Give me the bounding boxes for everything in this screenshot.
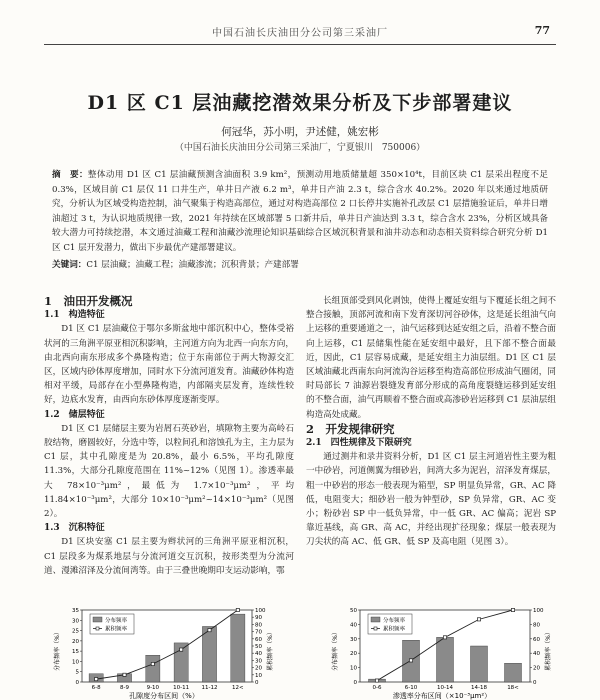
cumulative-point [123, 673, 126, 676]
header-rule [44, 44, 556, 45]
keywords-label: 关键词： [52, 260, 87, 270]
cumulative-point [409, 659, 412, 662]
subsection-heading-1-1: 1.1 构造特征 [44, 310, 105, 321]
section-heading-1: 1 油田开发概况 [44, 294, 133, 308]
x-tick-label: 8-9 [120, 685, 129, 691]
permeability-chart [330, 606, 555, 700]
y2-tick-label: 90 [255, 615, 262, 622]
legend-bar-swatch [371, 617, 380, 622]
porosity-chart [52, 606, 277, 700]
bar [505, 663, 522, 682]
figure-porosity [52, 606, 277, 700]
y2-tick-label: 50 [255, 644, 262, 650]
y2-tick-label: 20 [533, 665, 540, 672]
x-tick-label: 12< [232, 685, 244, 691]
paragraph-continued: 长组顶部受到风化剥蚀，使得上覆延安组与下覆延长组之间不整合接触，顶部河流和南下发育深切河谷砂体，这是延长组油气向上运移的重要通道之一，油气运移到达延安组之后，沿着不整合面向上运移，C1 层储集性能在延安组中最好，且下部不整合面最近，因此，C1 层容易成藏，是延安组主力油层组。D1 区 C1 层区域油藏北西南东向河流沟谷运移至构造高部位形成油气圈闭，同时局部长 7 油源岩裂缝发育部分形成的高角度裂缝运移到延安组的不整合面，油气再顺着不整合面或高渗砂岩运移到 C1 层油层组构造高处成藏。 [306, 296, 556, 420]
x-tick-label: 10-14 [437, 685, 453, 691]
legend-bar-swatch [93, 617, 102, 622]
journal-name: 中国石油长庆油田分公司第三采油厂 [212, 28, 388, 39]
paragraph-structure: D1 区 C1 层油藏位于鄂尔多斯盆地中部沉积中心，整体受裕状河的三角洲平原亚相沉积影响，主河道方向为北西一向东方向，由北西向南东形成多个鼻隆构造；位于东南部位于两大物源交汇区，区域内砂体厚度增加，同时水下分流河道发育。油藏砂体构造相对平缓，局部存在小型鼻隆构造，内部隔夹层发育，连续性较好，边底水发育，由西向东砂体厚度逐渐变厚。 [44, 324, 294, 406]
x-tick-label: 9-10 [146, 685, 160, 691]
y-axis-label: 分布频率（%） [332, 629, 339, 671]
bar [202, 626, 216, 682]
legend-bar-label: 分布频率 [383, 618, 406, 624]
paragraph-logging: 通过测井和录井资料分析，D1 区 C1 层主河道岩性主要为粗一中砂岩，河道侧翼为细砂岩，间湾大多为泥岩，沼泽发育煤层，粗一中砂岩的形态一般表现为箱型，SP 明显负异常，GR、AC 降低，电阻变大；细砂岩一般为钟型砂，SP 负异常，GR、AC 变小；粉砂岩 SP 中一低负异常，中一低 GR、AC 偏高；泥岩 SP 靠近基线，高 GR、高 AC，并经出现扩径现象；煤层一般表现为刀尖状的高 AC、低 GR、低 SP 及高电阻（见图 3）。 [306, 452, 556, 548]
y2-axis-label: 累积频率（%） [545, 629, 552, 671]
y-tick-label: 35 [72, 608, 79, 614]
x-tick-label: 0-6 [372, 685, 382, 691]
abstract [52, 168, 548, 256]
legend-line-marker [374, 627, 377, 630]
y-tick-label: 50 [350, 608, 357, 614]
subsection-heading-2-1: 2.1 四性规律及下限研究 [306, 438, 412, 449]
x-axis-label: 孔隙度分布区间（%） [129, 692, 199, 700]
page-number: 77 [534, 24, 550, 37]
abstract-text: 整体动用 D1 区 C1 层油藏预测含油面积 3.9 km²，预测动用地质储量超 350×10⁴t，目前区块 C1 层采出程度不足 0.3%，区域目前 C1 层仅 11 口井生产，单井日产液 6.2 m³，单井日产油 2.3 t，综合含水 40.2%。2020 年以来通过地质研究，分析认为区域受构造控制，油气聚集于构造高部位，通过对构造高部位 2 口长停井实施补孔改层 C1 层措施验证后，单井日增油超过 3 t，为认识地质规律一致，2021 年持续在区域部署 5 口新井后，单井日产油达到 3.3 t，综合含水 23%，分析区域具备较大潜力可持续挖潜，本文通过油藏工程和油藏沙流理论知识基础综合区域沉积背景和油井动态和动态相关资料综合研究分析 D1 区 C1 层开发潜力，做出下步最优产建部署建议。 [52, 170, 548, 253]
x-axis-label: 渗透率分布区间（×10⁻³μm²） [392, 692, 492, 700]
keywords-text: C1 层油藏；油藏工程；油藏渗流；沉积背景；产建部署 [86, 260, 299, 270]
y-tick-label: 15 [72, 649, 79, 656]
author-list: 何冠华，苏小明，尹述健，姚宏彬 [221, 126, 379, 138]
affiliation: （中国石油长庆油田分公司第三采油厂，宁夏银川 750006） [174, 143, 426, 153]
x-tick-label: 14-18 [471, 685, 487, 691]
paragraph-sedimentary: D1 区块安塞 C1 层主要为辫状河的三角洲平原亚相沉积，C1 层段多为煤系地层与分流河道交互沉积，按形类型为分流河道、漫滩沼泽及分流间湾等。由于三叠世晚期印支运动影响，鄂 [44, 537, 294, 576]
x-tick-label: 6-8 [91, 685, 101, 691]
y2-tick-label: 40 [533, 651, 540, 658]
y-tick-label: 30 [350, 636, 357, 643]
y2-tick-label: 100 [255, 608, 266, 614]
cumulative-point [208, 629, 211, 632]
legend-line-label: 累积频率 [383, 626, 406, 633]
y2-tick-label: 80 [255, 622, 262, 629]
right-column [306, 294, 556, 550]
x-tick-label: 10-11 [173, 685, 190, 691]
x-tick-label: 11-12 [201, 685, 218, 691]
y-axis-label: 分布频率（%） [54, 629, 61, 671]
bar [231, 614, 245, 682]
abstract-label: 摘 要： [52, 170, 88, 180]
bar [471, 646, 488, 682]
y-tick-label: 5 [75, 669, 79, 676]
bar [146, 655, 160, 682]
y2-tick-label: 20 [255, 665, 262, 672]
y-tick-label: 25 [72, 628, 79, 635]
legend-line-marker [96, 627, 99, 630]
y-tick-label: 10 [350, 665, 357, 672]
x-tick-label: 18< [507, 685, 519, 691]
subsection-heading-1-3: 1.3 沉积特征 [44, 523, 105, 534]
paper-title: D1 区 C1 层油藏挖潜效果分析及下步部署建议 [87, 92, 513, 114]
y-tick-label: 40 [350, 622, 357, 629]
y2-tick-label: 100 [533, 608, 544, 614]
x-tick-label: 6-10 [404, 685, 418, 691]
y2-tick-label: 60 [255, 636, 262, 643]
cumulative-point [477, 618, 480, 621]
y2-tick-label: 70 [255, 629, 262, 636]
y-tick-label: 20 [350, 651, 357, 658]
y-tick-label: 0 [353, 680, 357, 686]
cumulative-point [151, 662, 154, 665]
bar [437, 637, 454, 682]
y2-tick-label: 10 [255, 672, 262, 679]
figure-permeability [330, 606, 555, 700]
left-column [44, 294, 294, 578]
cumulative-point [95, 678, 98, 681]
legend-line-label: 累积频率 [105, 626, 128, 633]
y-tick-label: 20 [72, 638, 79, 645]
paragraph-reservoir: D1 区 C1 层储层主要为岩屑石英砂岩，填隙物主要为高岭石胶结物，磨圆较好，分选中等，以粒间孔和溶蚀孔为主，主力层为 C1 层，其中孔隙度是为 20.8%，最小 6.5%，平均孔隙度 11.3%，大部分孔隙度范围在 11%~12%（见图 1）。渗透率最大 78×10⁻³μm²，最低为 1.7×10⁻³μm²，平均 11.84×10⁻³μm²，大部分 10×10⁻³μm²~14×10⁻³μm²（见图 2）。 [44, 423, 294, 520]
cumulative-point [236, 608, 239, 611]
y-tick-label: 10 [72, 659, 79, 666]
keywords [52, 258, 548, 272]
cumulative-point [511, 608, 514, 611]
cumulative-point [180, 648, 183, 651]
subsection-heading-1-2: 1.2 储层特征 [44, 409, 105, 420]
cumulative-point [443, 636, 446, 639]
y-tick-label: 30 [72, 618, 79, 625]
legend-bar-label: 分布频率 [105, 618, 128, 624]
section-heading-2: 2 开发规律研究 [306, 421, 395, 436]
y2-tick-label: 0 [533, 680, 537, 686]
running-head [0, 24, 600, 42]
y2-tick-label: 60 [533, 636, 540, 643]
y2-tick-label: 80 [533, 622, 540, 629]
y2-tick-label: 30 [255, 658, 262, 665]
y-tick-label: 0 [75, 680, 79, 686]
cumulative-point [375, 679, 378, 682]
y2-tick-label: 40 [255, 651, 262, 658]
y2-tick-label: 0 [255, 680, 259, 686]
y2-axis-label: 累积频率（%） [267, 629, 274, 671]
